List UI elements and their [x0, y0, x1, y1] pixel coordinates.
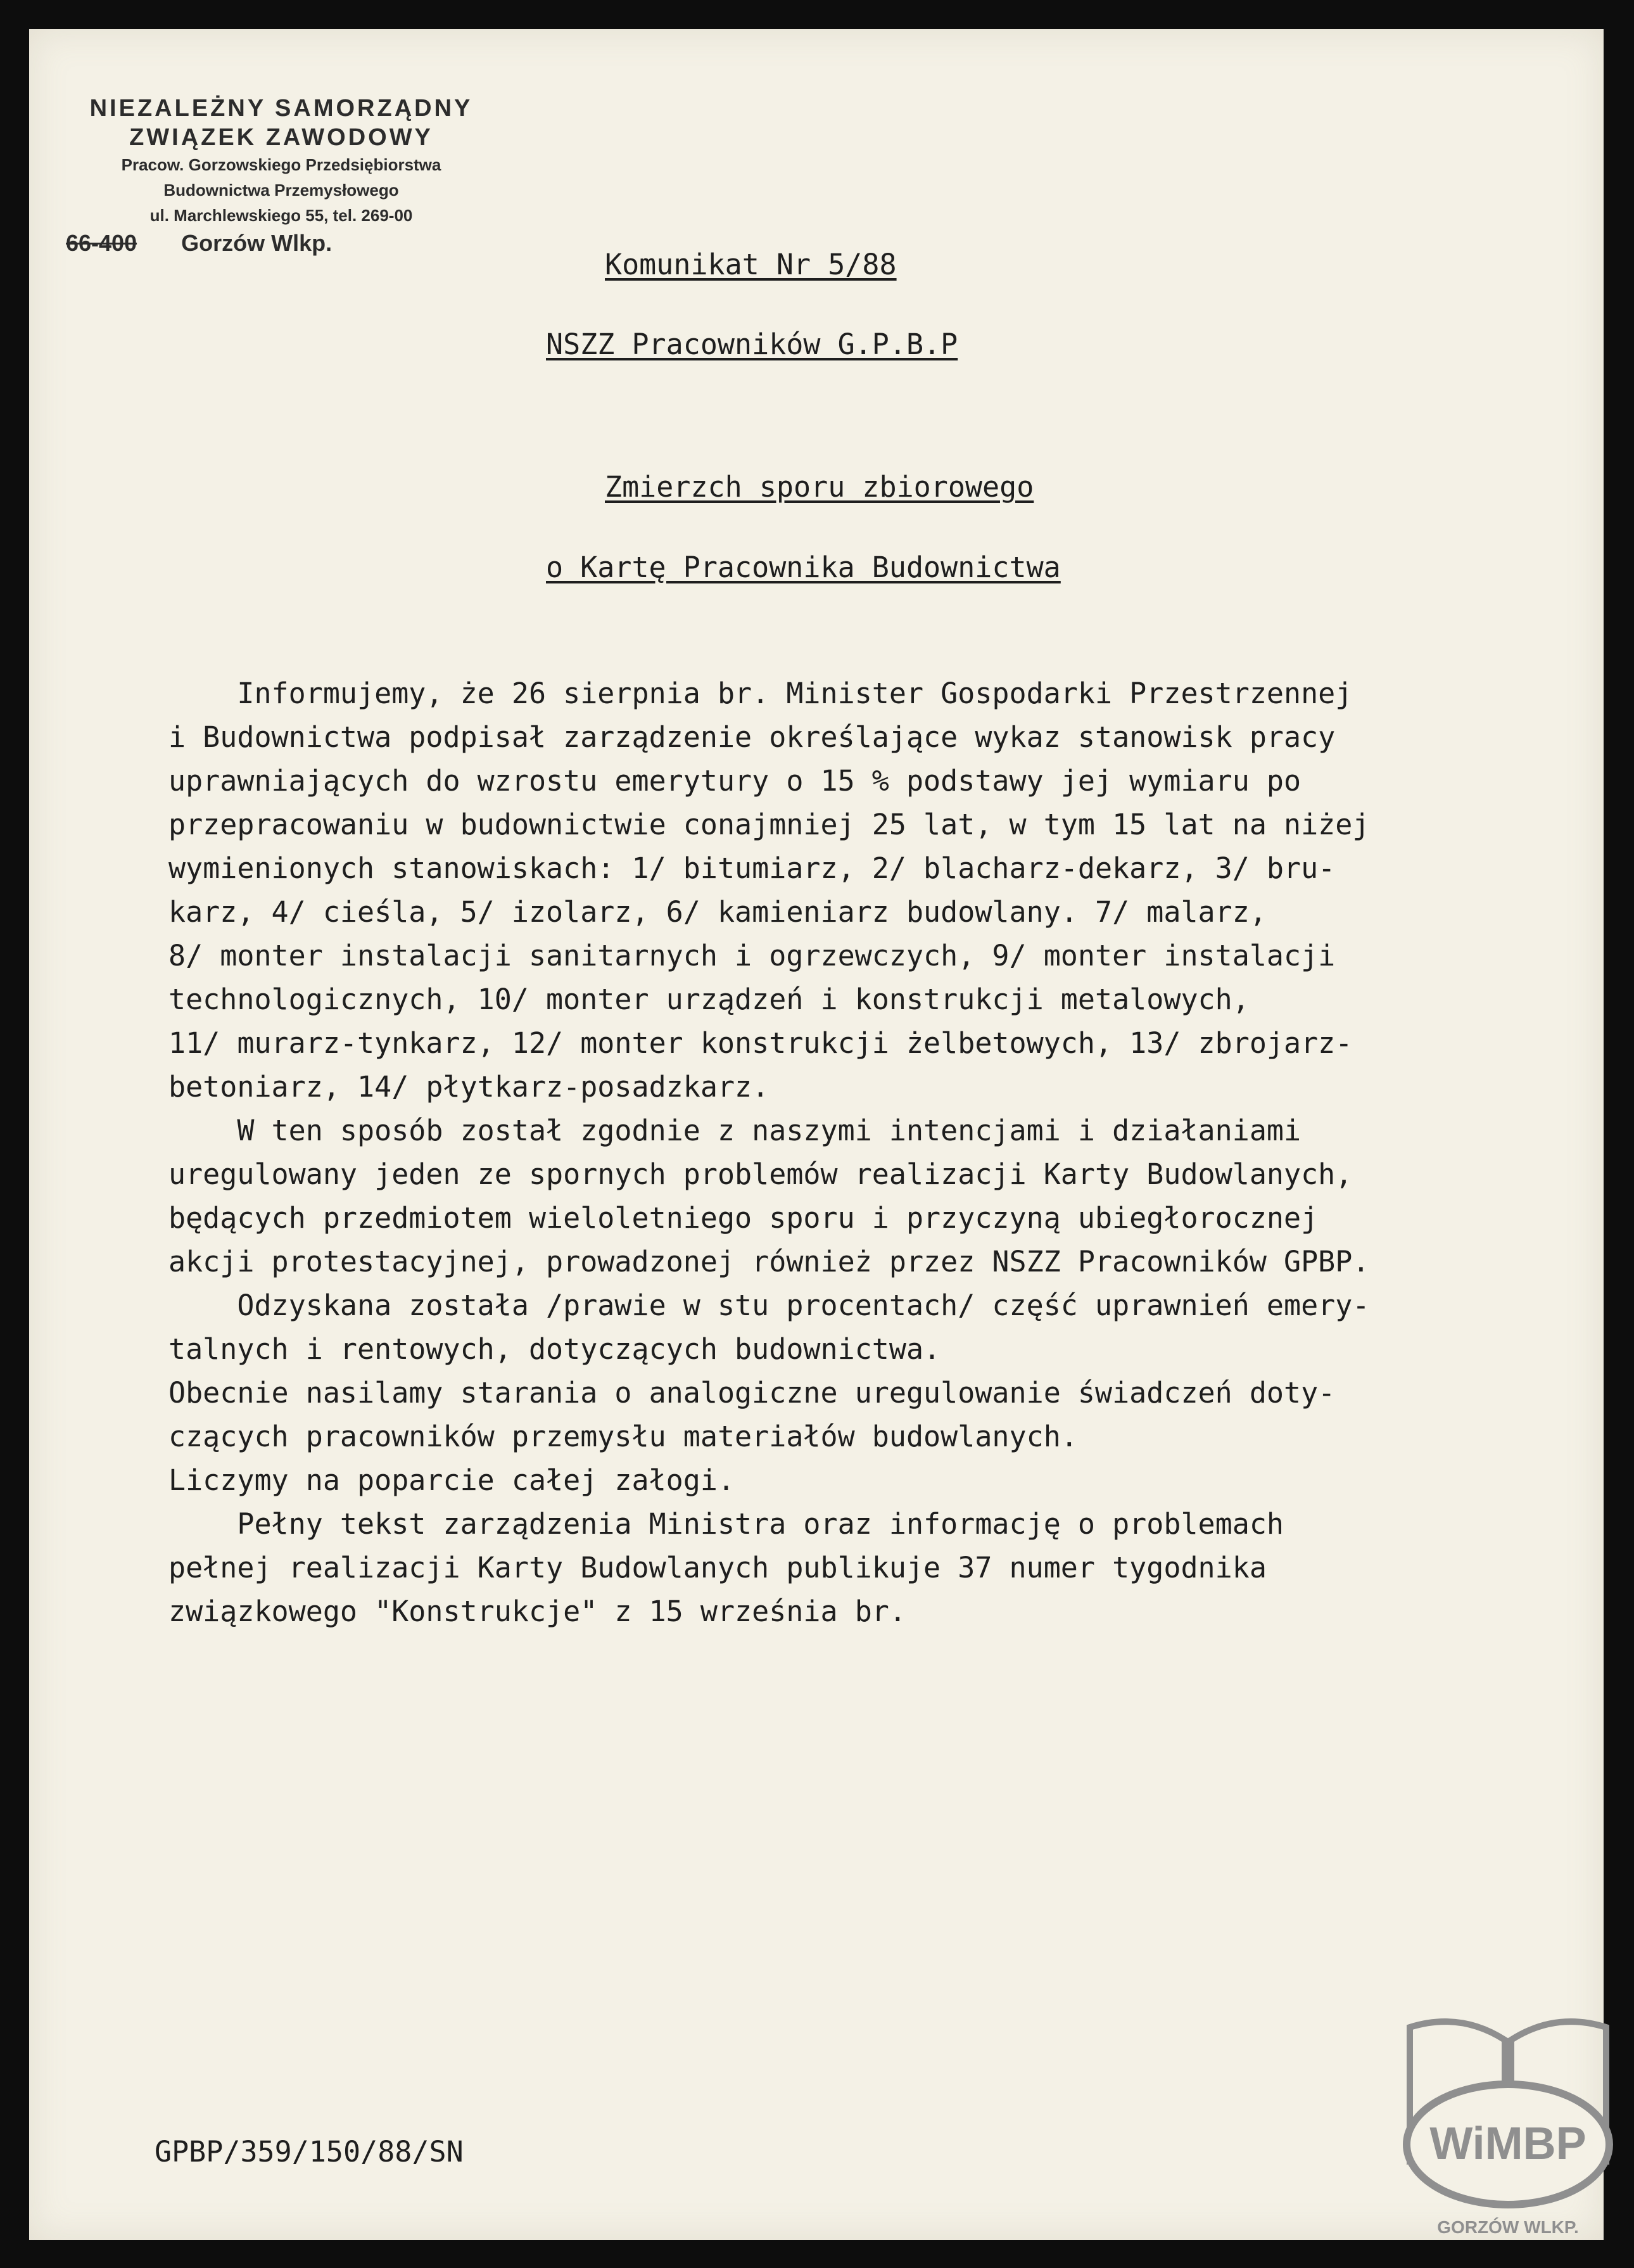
body-line: uregulowany jeden ze spornych problemów realizacji Karty Budowlanych,: [168, 1157, 1353, 1191]
body-line: Obecnie nasilamy starania o analogiczne uregulowanie świadczeń doty-: [168, 1376, 1336, 1410]
stamp-line-2: ZWIĄZEK ZAWODOWY: [129, 124, 433, 151]
body-line: Informujemy, że 26 sierpnia br. Minister Gospodarki Przestrzennej: [168, 677, 1353, 710]
body-line: karz, 4/ cieśla, 5/ izolarz, 6/ kamieniarz budowlany. 7/ malarz,: [168, 895, 1267, 929]
reference-number: GPBP/359/150/88/SN: [155, 2135, 464, 2169]
stamp-line-3: Pracow. Gorzowskiego Przedsiębiorstwa: [121, 155, 441, 174]
logo-text: WiMBP: [1429, 2118, 1586, 2169]
communique-number: Komunikat Nr 5/88: [605, 248, 897, 281]
body-line: Pełny tekst zarządzenia Ministra oraz informację o problemach: [168, 1507, 1284, 1541]
body-line: pełnej realizacji Karty Budowlanych publikuje 37 numer tygodnika: [168, 1551, 1267, 1584]
body-text: [168, 672, 1369, 1633]
body-line: talnych i rentowych, dotyczących budownictwa.: [168, 1332, 941, 1366]
body-line: uprawniających do wzrostu emerytury o 15 % podstawy jej wymiaru po: [168, 764, 1302, 798]
stamp-line-6: [60, 228, 503, 258]
body-line: będących przedmiotem wieloletniego sporu i przyczyną ubiegłorocznej: [168, 1201, 1319, 1235]
body-line: akcji protestacyjnej, prowadzonej również przez NSZZ Pracowników GPBP.: [168, 1245, 1370, 1278]
body-line: W ten sposób został zgodnie z naszymi intencjami i działaniami: [168, 1114, 1302, 1147]
body-line: Liczymy na poparcie całej załogi.: [168, 1463, 735, 1497]
stamp-city: Gorzów Wlkp.: [181, 230, 332, 256]
body-line: czących pracowników przemysłu materiałów budowlanych.: [168, 1420, 1078, 1453]
body-line: 8/ monter instalacji sanitarnych i ogrzewczych, 9/ monter instalacji: [168, 939, 1336, 972]
logo-caption: GORZÓW WLKP.: [1437, 2217, 1579, 2237]
body-line: wymienionych stanowiskach: 1/ bitumiarz, 2/ blacharz-dekarz, 3/ bru-: [168, 851, 1336, 885]
title-line-2: o Kartę Pracownika Budownictwa: [546, 551, 1061, 584]
stamp-line-1: NIEZALEŻNY SAMORZĄDNY: [89, 95, 473, 122]
body-line: 11/ murarz-tynkarz, 12/ monter konstrukcji żelbetowych, 13/ zbrojarz-: [168, 1026, 1353, 1060]
body-line: betoniarz, 14/ płytkarz-posadzkarz.: [168, 1070, 770, 1104]
body-line: związkowego "Konstrukcje" z 15 września br.: [168, 1595, 906, 1628]
body-line: technologicznych, 10/ monter urządzeń i konstrukcji metalowych,: [168, 983, 1250, 1016]
wimbp-library-logo: [1397, 2015, 1619, 2255]
stamp-postal-code: 66-400: [66, 230, 137, 256]
union-stamp: [60, 94, 503, 258]
body-line: i Budownictwa podpisał zarządzenie określające wykaz stanowisk pracy: [168, 720, 1336, 754]
title-line-1: Zmierzch sporu zbiorowego: [605, 470, 1034, 504]
stamp-line-5: ul. Marchlewskiego 55, tel. 269-00: [149, 206, 413, 225]
body-line: przepracowaniu w budownictwie conajmniej 25 lat, w tym 15 lat na niżej: [168, 808, 1370, 841]
stamp-line-4: Budownictwa Przemysłowego: [163, 181, 399, 200]
body-line: Odzyskana została /prawie w stu procentach/ część uprawnień emery-: [168, 1289, 1370, 1322]
union-name: NSZZ Pracowników G.P.B.P: [546, 328, 958, 361]
